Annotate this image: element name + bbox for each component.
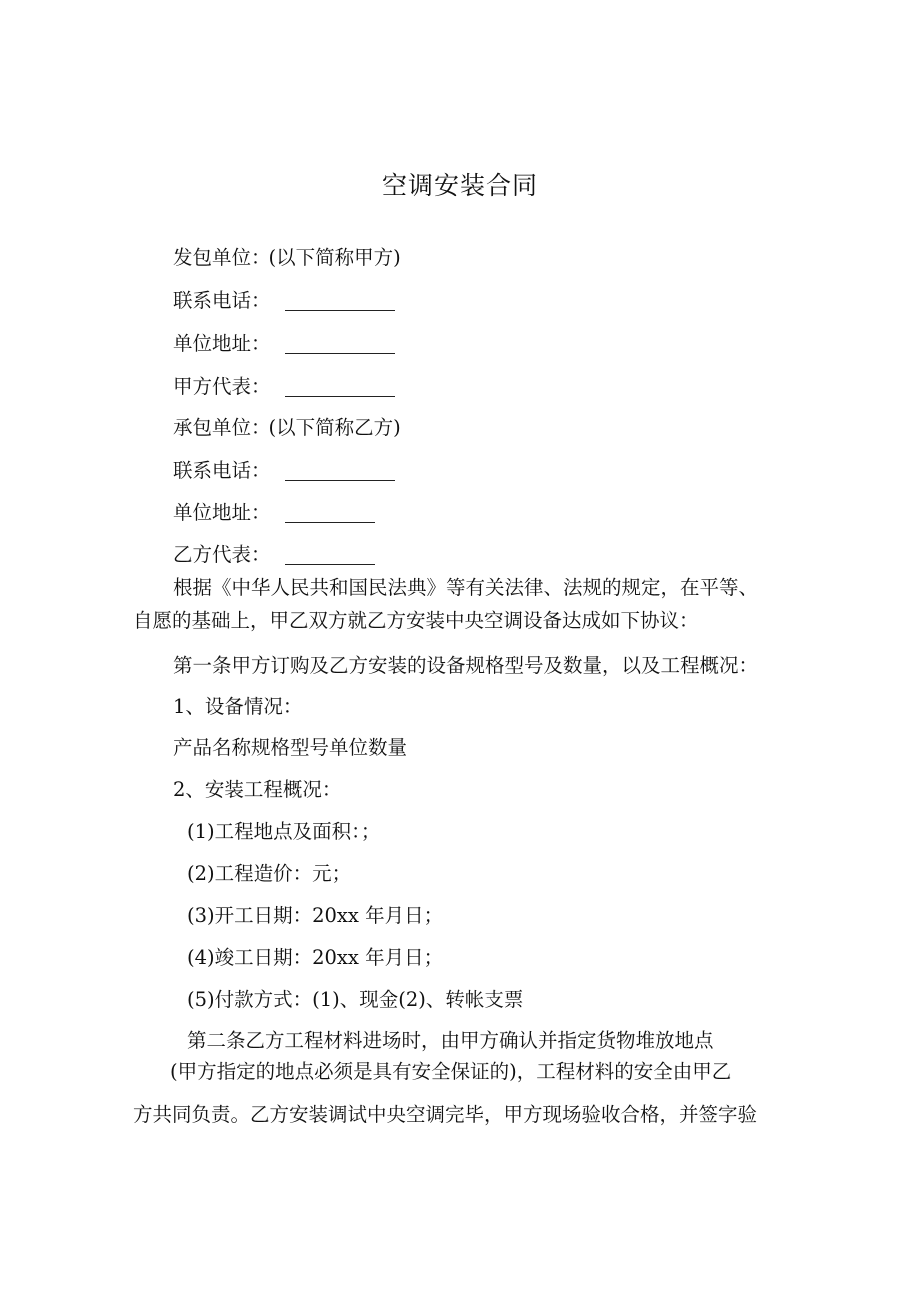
- project-item-4: (4)竣工日期：20xx 年月日；: [187, 946, 444, 969]
- project-item-3: (3)开工日期：20xx 年月日；: [187, 904, 444, 927]
- document-title: 空调安装合同: [381, 171, 538, 200]
- equipment-columns: 产品名称规格型号单位数量: [173, 736, 408, 759]
- party-b-unit-line: [173, 418, 401, 438]
- party-a-unit-line: [173, 248, 401, 268]
- party-b-phone-blank[interactable]: [285, 478, 395, 481]
- party-b-rep-blank[interactable]: [285, 562, 375, 565]
- article-2-line-2: (甲方指定的地点必须是具有安全保证的)，工程材料的安全由甲乙: [170, 1060, 732, 1083]
- article-1-heading: 第一条甲方订购及乙方安装的设备规格型号及数量，以及工程概况：: [173, 654, 759, 677]
- project-item-5: (5)付款方式：(1)、现金(2)、转帐支票: [187, 988, 524, 1011]
- party-b-rep-label: 乙方代表：: [173, 543, 271, 566]
- project-item-2: (2)工程造价：元；: [187, 862, 352, 885]
- party-a-address-label: 单位地址：: [173, 332, 271, 355]
- party-b-phone-label: 联系电话：: [173, 459, 271, 482]
- project-heading: 2、安装工程概况：: [173, 778, 342, 801]
- party-a-unit-label: 发包单位：: [173, 246, 271, 269]
- party-b-address-blank[interactable]: [285, 520, 375, 523]
- article-2-line-1: 第二条乙方工程材料进场时，由甲方确认并指定货物堆放地点: [187, 1029, 714, 1052]
- party-b-unit-note: (以下简称乙方): [268, 416, 401, 439]
- party-a-phone-blank[interactable]: [285, 308, 395, 311]
- party-a-phone-line: [173, 291, 395, 311]
- party-b-phone-line: [173, 461, 395, 481]
- party-b-unit-label: 承包单位：: [173, 416, 271, 439]
- equipment-heading: 1、设备情况：: [173, 695, 303, 718]
- project-item-1: (1)工程地点及面积：；: [187, 820, 381, 843]
- party-a-address-line: [173, 334, 395, 354]
- party-a-rep-label: 甲方代表：: [173, 375, 271, 398]
- party-b-address-line: [173, 503, 375, 523]
- party-a-rep-blank[interactable]: [285, 394, 395, 397]
- party-b-address-label: 单位地址：: [173, 501, 271, 524]
- party-a-address-blank[interactable]: [285, 351, 395, 354]
- party-a-unit-note: (以下简称甲方): [268, 246, 401, 269]
- preamble-line-2: 自愿的基础上，甲乙双方就乙方安装中央空调设备达成如下协议：: [133, 609, 699, 632]
- party-a-phone-label: 联系电话：: [173, 289, 271, 312]
- party-b-rep-line: [173, 545, 375, 565]
- article-2-line-3: 方共同负责。乙方安装调试中央空调完毕，甲方现场验收合格，并签字验: [133, 1103, 758, 1126]
- preamble-line-1: 根据《中华人民共和国民法典》等有关法律、法规的规定，在平等、: [173, 576, 759, 599]
- party-a-rep-line: [173, 377, 395, 397]
